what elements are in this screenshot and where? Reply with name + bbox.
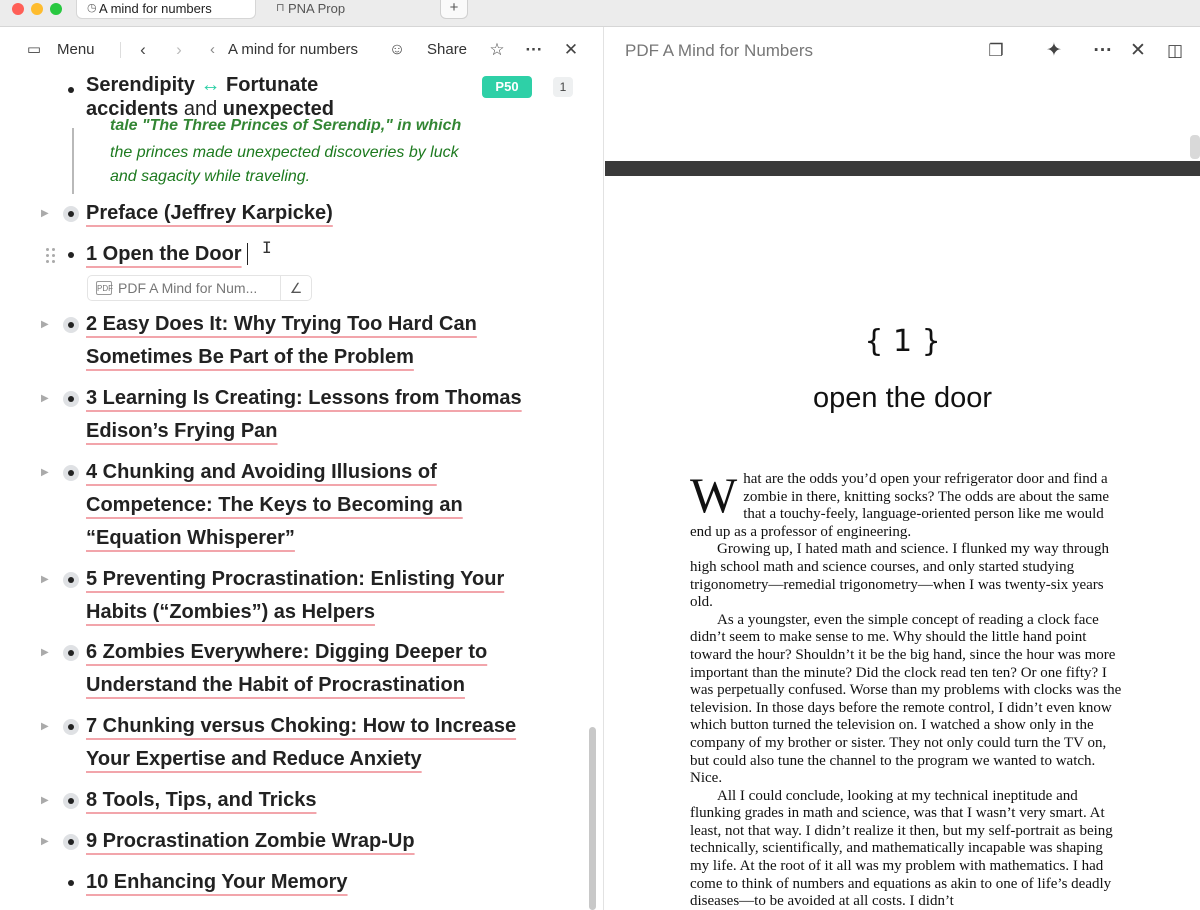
collapsed-bullet-icon[interactable] bbox=[63, 206, 79, 222]
outline-item-chapter-4[interactable] bbox=[0, 456, 600, 556]
item-title-line: Edison’s Frying Pan bbox=[86, 420, 278, 442]
collapsed-bullet-icon[interactable] bbox=[63, 719, 79, 735]
expand-caret-icon[interactable]: ▶ bbox=[41, 393, 49, 404]
item-title-line: 2 Easy Does It: Why Trying Too Hard Can bbox=[86, 313, 477, 335]
new-tab-button[interactable]: + bbox=[440, 0, 468, 19]
chapter-title: open the door bbox=[813, 382, 992, 414]
outline-item-chapter-1[interactable] bbox=[0, 238, 600, 272]
pdf-icon: PDF bbox=[96, 281, 112, 295]
collapsed-bullet-icon[interactable] bbox=[63, 645, 79, 661]
outline-item-chapter-2[interactable] bbox=[0, 308, 600, 376]
sidebar-panel-icon[interactable]: ◫ bbox=[1166, 41, 1184, 60]
copy-icon[interactable]: ❐ bbox=[988, 41, 1004, 60]
arrow-icon: ↔ bbox=[200, 74, 221, 96]
outline-item-chapter-5[interactable] bbox=[0, 563, 600, 631]
paragraph: Growing up, I hated math and science. I flunked my way through high school math and science courses, and only started studying trigonometry—remedial trigonometry—when I was twenty-six years old. bbox=[690, 541, 1109, 611]
more-options-icon[interactable]: ··· bbox=[1093, 40, 1113, 61]
item-title: Preface (Jeffrey Karpicke) bbox=[86, 202, 333, 224]
outline-item-chapter-9[interactable] bbox=[0, 825, 600, 859]
lock-icon: ⊓ bbox=[276, 2, 285, 14]
expand-caret-icon[interactable]: ▶ bbox=[41, 721, 49, 732]
ibeam-cursor-icon: I bbox=[262, 238, 272, 257]
tab-label: PNA Prop bbox=[288, 1, 346, 16]
back-icon[interactable]: ‹ bbox=[140, 40, 146, 59]
bullet-icon bbox=[68, 880, 74, 886]
outline-header bbox=[0, 27, 604, 73]
quote-line: and sagacity while traveling. bbox=[110, 168, 311, 185]
breadcrumb-back-icon[interactable]: ‹ bbox=[210, 41, 215, 58]
pdf-viewer-pane bbox=[605, 27, 1200, 910]
outline-item-chapter-3[interactable] bbox=[0, 382, 600, 450]
outline-item-chapter-8[interactable] bbox=[0, 784, 600, 818]
quote-line: the princes made unexpected discoveries by luck bbox=[110, 144, 459, 161]
item-title-line: 4 Chunking and Avoiding Illusions of bbox=[86, 461, 437, 483]
pdf-page-text bbox=[690, 467, 1122, 910]
item-title: 10 Enhancing Your Memory bbox=[86, 871, 348, 893]
tab-a-mind-for-numbers[interactable] bbox=[76, 0, 256, 19]
item-title-line: 3 Learning Is Creating: Lessons from Thomas bbox=[86, 387, 522, 409]
collapsed-bullet-icon[interactable] bbox=[63, 793, 79, 809]
quote-bar bbox=[72, 128, 74, 194]
tab-label: A mind for numbers bbox=[99, 1, 212, 16]
quote-line-partial: tale "The Three Princes of Serendip," in which bbox=[110, 119, 462, 133]
divider bbox=[280, 276, 281, 300]
item-title-line: Habits (“Zombies”) as Helpers bbox=[86, 601, 375, 623]
close-window-button[interactable] bbox=[12, 3, 24, 15]
pdf-viewer-title: PDF A Mind for Numbers bbox=[625, 41, 814, 60]
menu-button[interactable]: Menu bbox=[57, 41, 95, 58]
zoom-window-button[interactable] bbox=[50, 3, 62, 15]
page-separator bbox=[605, 161, 1200, 176]
item-title-line: Your Expertise and Reduce Anxiety bbox=[86, 748, 422, 770]
pdf-reference-chip[interactable] bbox=[87, 275, 312, 301]
breadcrumb[interactable]: A mind for numbers bbox=[228, 41, 359, 58]
drop-cap: W bbox=[690, 467, 738, 523]
term: unexpected bbox=[222, 98, 334, 120]
divider bbox=[120, 42, 121, 58]
more-options-icon[interactable]: ··· bbox=[525, 40, 543, 59]
count-badge[interactable]: 1 bbox=[553, 77, 573, 97]
pdf-scrollbar[interactable] bbox=[1190, 135, 1200, 159]
item-title-line: Competence: The Keys to Becoming an bbox=[86, 494, 463, 516]
collapsed-bullet-icon[interactable] bbox=[63, 391, 79, 407]
item-title: 1 Open the Door bbox=[86, 243, 242, 265]
expand-caret-icon[interactable]: ▶ bbox=[41, 574, 49, 585]
paragraph: As a youngster, even the simple concept of reading a clock face didn’t seem to make sense to me. Why should the little hand point toward the hour? Shouldn’t it be the big hand, since the hour was more important than the minute? Did the clock read ten ten? Or one fifty? I was perpetually confused. Worse than my problems with clocks was the television. In those days before the remote control, I didn’t even know which button turned the television on. I watched a show only in the company of my brother or sister. They not only could turn the TV on, but could also tune the channel to the program we wanted to watch. Nice. bbox=[690, 611, 1122, 787]
bullet-icon bbox=[68, 87, 74, 93]
term: accidents bbox=[86, 98, 179, 120]
sidebar-toggle-icon[interactable]: ▭ bbox=[26, 41, 42, 58]
collapsed-bullet-icon[interactable] bbox=[63, 465, 79, 481]
text-cursor bbox=[247, 243, 248, 265]
pdf-chip-label: PDF A Mind for Num... bbox=[118, 280, 258, 296]
p50-badge[interactable]: P50 bbox=[482, 76, 532, 98]
paragraph: All I could conclude, looking at my technical ineptitude and flunking grades in math and science, was that I wasn’t very smart. At least, not that way. I didn’t realize it then, but my self-portrait as being technically, scientifically, and mathematically incapable was shaping my life. At the root of it all was my problem with mathematics. I had come to think of numbers and equations as akin to one of life’s deadly diseases—to be avoided at all costs. I didn’t bbox=[690, 787, 1113, 910]
expand-caret-icon[interactable]: ▶ bbox=[41, 467, 49, 478]
paragraph bbox=[690, 467, 1122, 541]
expand-caret-icon[interactable]: ▶ bbox=[41, 795, 49, 806]
minimize-window-button[interactable] bbox=[31, 3, 43, 15]
ai-sparkle-icon[interactable]: ✦ bbox=[1046, 40, 1062, 61]
outline-item-chapter-7[interactable] bbox=[0, 710, 600, 778]
item-title-line: 5 Preventing Procrastination: Enlisting Your bbox=[86, 568, 505, 590]
item-title-line: 7 Chunking versus Choking: How to Increase bbox=[86, 715, 517, 737]
tab-pna-prop[interactable] bbox=[266, 0, 426, 19]
collapsed-bullet-icon[interactable] bbox=[63, 572, 79, 588]
close-icon[interactable]: ✕ bbox=[563, 40, 579, 59]
expand-caret-icon[interactable]: ▶ bbox=[41, 647, 49, 658]
expand-caret-icon[interactable]: ▶ bbox=[41, 208, 49, 219]
collapsed-bullet-icon[interactable] bbox=[63, 834, 79, 850]
chapter-number: { 1 } bbox=[864, 324, 941, 359]
item-title-line: Sometimes Be Part of the Problem bbox=[86, 346, 414, 368]
item-title: 9 Procrastination Zombie Wrap-Up bbox=[86, 830, 415, 852]
term: Fortunate bbox=[226, 74, 319, 96]
bullet-icon bbox=[68, 252, 74, 258]
term: Serendipity bbox=[86, 74, 195, 96]
outline-pane bbox=[0, 27, 604, 910]
item-title: 8 Tools, Tips, and Tricks bbox=[86, 789, 317, 811]
collapsed-bullet-icon[interactable] bbox=[63, 317, 79, 333]
expand-caret-icon[interactable]: ▶ bbox=[41, 836, 49, 847]
outline-item-chapter-6[interactable] bbox=[0, 636, 600, 704]
outline-item-preface[interactable] bbox=[0, 197, 600, 231]
expand-caret-icon[interactable]: ▶ bbox=[41, 319, 49, 330]
item-title-line: 6 Zombies Everywhere: Digging Deeper to bbox=[86, 641, 488, 663]
item-title-line: Understand the Habit of Procrastination bbox=[86, 674, 465, 696]
connector: and bbox=[183, 98, 218, 120]
star-icon[interactable]: ☆ bbox=[489, 40, 505, 59]
forward-icon[interactable]: › bbox=[176, 40, 182, 59]
item-title-line: “Equation Whisperer” bbox=[86, 527, 295, 549]
paragraph-text: hat are the odds you’d open your refrigerator door and find a zombie in there, knitting socks? The odds are about the same that a touchy-feely, language-oriented person like me would end up as a professor of engineering. bbox=[690, 471, 1110, 540]
outline-item-chapter-10[interactable] bbox=[0, 866, 600, 900]
clock-icon: ◷ bbox=[87, 2, 97, 14]
edit-icon[interactable]: ∠ bbox=[289, 280, 303, 296]
close-icon[interactable]: ✕ bbox=[1130, 40, 1146, 61]
outline-scrollbar[interactable] bbox=[589, 727, 596, 910]
tab-bar bbox=[0, 0, 1200, 27]
emoji-icon[interactable]: ☺ bbox=[388, 41, 406, 58]
share-button[interactable]: Share bbox=[427, 41, 468, 58]
